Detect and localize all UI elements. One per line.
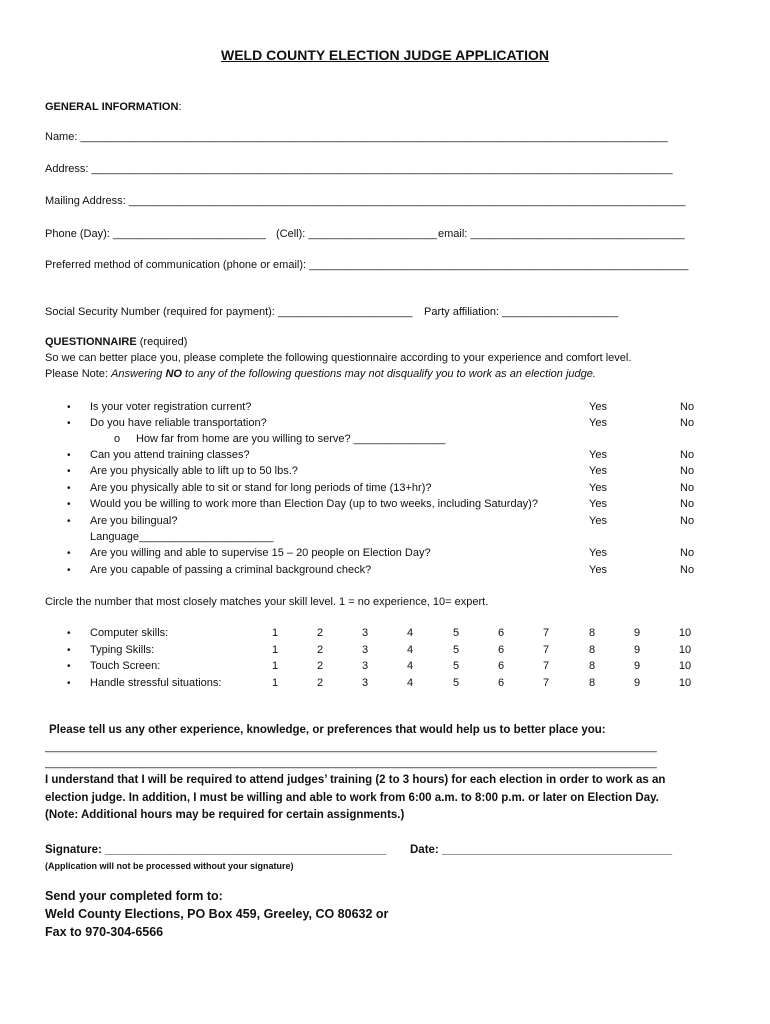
bullet-icon: • (67, 548, 71, 559)
address-field[interactable]: Address: _______________________________________________________________________________________________ (45, 163, 673, 175)
other-experience-line[interactable]: ____________________________________________________________________________________________________ (45, 757, 657, 769)
answer-no[interactable]: No (680, 564, 695, 576)
questionnaire-intro: So we can better place you, please complete the following questionnaire according to your experience and comfort level. (45, 352, 632, 364)
rating-3[interactable]: 3 (361, 660, 369, 672)
page-title: WELD COUNTY ELECTION JUDGE APPLICATION (221, 47, 549, 63)
send-heading: Send your completed form to: (45, 889, 223, 903)
name-field[interactable]: Name: ________________________________________________________________________________________________ (45, 131, 668, 143)
question-training: Can you attend training classes? (90, 449, 250, 461)
ssn-field[interactable]: Social Security Number (required for payment): ______________________ (45, 306, 413, 318)
rating-3[interactable]: 3 (361, 627, 369, 639)
general-info-heading-colon: : (178, 101, 182, 113)
question-distance[interactable]: How far from home are you willing to serve? _______________ (136, 433, 446, 445)
rating-3[interactable]: 3 (361, 644, 369, 656)
rating-2[interactable]: 2 (316, 644, 324, 656)
general-info-heading (45, 101, 182, 113)
rating-8[interactable]: 8 (588, 660, 596, 672)
rating-5[interactable]: 5 (452, 677, 460, 689)
question-voter-registration: Is your voter registration current? (90, 401, 252, 413)
rating-1[interactable]: 1 (271, 660, 279, 672)
answer-no[interactable]: No (680, 417, 695, 429)
bullet-icon: • (67, 628, 71, 639)
general-info-heading-text: GENERAL INFORMATION (45, 101, 179, 113)
answer-no[interactable]: No (680, 547, 695, 559)
skill-touch-screen: Touch Screen: (90, 660, 161, 672)
phone-cell-field[interactable]: (Cell): _____________________ (276, 228, 437, 240)
rating-9[interactable]: 9 (633, 627, 641, 639)
send-fax: Fax to 970-304-6566 (45, 925, 164, 939)
rating-5[interactable]: 5 (452, 627, 460, 639)
bullet-icon: • (67, 450, 71, 461)
signature-note: (Application will not be processed without your signature) (45, 861, 294, 871)
answer-yes[interactable]: Yes (589, 449, 607, 461)
signature-field[interactable]: Signature: ____________________________________________ (45, 844, 387, 856)
skill-typing: Typing Skills: (90, 644, 155, 656)
rating-10[interactable]: 10 (678, 677, 692, 689)
answer-no[interactable]: No (680, 465, 695, 477)
rating-4[interactable]: 4 (406, 677, 414, 689)
answer-no[interactable]: No (680, 515, 695, 527)
mailing-address-field[interactable]: Mailing Address: ___________________________________________________________________________________________ (45, 195, 686, 207)
note-pre: Answering (111, 368, 163, 380)
other-experience-prompt: Please tell us any other experience, knowledge, or preferences that would help us to better place you: (49, 724, 606, 736)
answer-yes[interactable]: Yes (589, 498, 607, 510)
question-background-check: Are you capable of passing a criminal background check? (90, 564, 372, 576)
note-post: to any of the following questions may not disqualify you to work as an election judge. (185, 368, 596, 380)
bullet-icon: • (67, 645, 71, 656)
phone-day-field[interactable]: Phone (Day): _________________________ (45, 228, 266, 240)
question-transportation: Do you have reliable transportation? (90, 417, 267, 429)
send-address: Weld County Elections, PO Box 459, Greeley, CO 80632 or (45, 907, 389, 921)
answer-yes[interactable]: Yes (589, 401, 607, 413)
understand-line-3: (Note: Additional hours may be required for certain assignments.) (45, 809, 405, 821)
rating-10[interactable]: 10 (678, 627, 692, 639)
answer-no[interactable]: No (680, 449, 695, 461)
rating-4[interactable]: 4 (406, 627, 414, 639)
rating-9[interactable]: 9 (633, 677, 641, 689)
date-field[interactable]: Date: ____________________________________ (410, 844, 673, 856)
questionnaire-heading (45, 336, 187, 348)
rating-1[interactable]: 1 (271, 627, 279, 639)
rating-6[interactable]: 6 (497, 660, 505, 672)
rating-4[interactable]: 4 (406, 660, 414, 672)
understand-line-1: I understand that I will be required to attend judges’ training (2 to 3 hours) for each election in order to work as an (45, 774, 666, 786)
rating-4[interactable]: 4 (406, 644, 414, 656)
rating-10[interactable]: 10 (678, 660, 692, 672)
bullet-icon: • (67, 678, 71, 689)
rating-9[interactable]: 9 (633, 644, 641, 656)
questionnaire-note (45, 368, 596, 380)
bullet-icon: • (67, 483, 71, 494)
answer-no[interactable]: No (680, 482, 695, 494)
answer-yes[interactable]: Yes (589, 515, 607, 527)
rating-6[interactable]: 6 (497, 677, 505, 689)
note-no: NO (165, 368, 182, 380)
answer-no[interactable]: No (680, 498, 695, 510)
rating-2[interactable]: 2 (316, 627, 324, 639)
rating-5[interactable]: 5 (452, 644, 460, 656)
rating-8[interactable]: 8 (588, 677, 596, 689)
rating-1[interactable]: 1 (271, 677, 279, 689)
answer-yes[interactable]: Yes (589, 547, 607, 559)
preferred-communication-field[interactable]: Preferred method of communication (phone or email): ______________________________________________________________ (45, 259, 689, 271)
rating-6[interactable]: 6 (497, 627, 505, 639)
rating-1[interactable]: 1 (271, 644, 279, 656)
skills-intro: Circle the number that most closely matches your skill level. 1 = no experience, 10= expert. (45, 596, 489, 608)
rating-10[interactable]: 10 (678, 644, 692, 656)
questionnaire-required: (required) (139, 336, 188, 348)
bullet-icon: • (67, 402, 71, 413)
bullet-icon: • (67, 499, 71, 510)
rating-7[interactable]: 7 (542, 644, 550, 656)
rating-9[interactable]: 9 (633, 660, 641, 672)
rating-2[interactable]: 2 (316, 677, 324, 689)
bullet-icon: • (67, 516, 71, 527)
answer-yes[interactable]: Yes (589, 417, 607, 429)
rating-8[interactable]: 8 (588, 627, 596, 639)
question-extra-days: Would you be willing to work more than Election Day (up to two weeks, including Saturday)? (90, 498, 538, 510)
language-field[interactable]: Language______________________ (90, 531, 274, 543)
note-label: Please Note: (45, 368, 108, 380)
skill-computer: Computer skills: (90, 627, 169, 639)
rating-7[interactable]: 7 (542, 627, 550, 639)
other-experience-line[interactable]: ____________________________________________________________________________________________________ (45, 741, 657, 753)
party-affiliation-field[interactable]: Party affiliation: ___________________ (424, 306, 619, 318)
question-bilingual: Are you bilingual? (90, 515, 178, 527)
rating-7[interactable]: 7 (542, 677, 550, 689)
question-sit-stand: Are you physically able to sit or stand for long periods of time (13+hr)? (90, 482, 432, 494)
rating-5[interactable]: 5 (452, 660, 460, 672)
answer-yes[interactable]: Yes (589, 482, 607, 494)
answer-yes[interactable]: Yes (589, 564, 607, 576)
sub-bullet-icon: o (114, 433, 121, 445)
skill-stress: Handle stressful situations: (90, 677, 222, 689)
rating-7[interactable]: 7 (542, 660, 550, 672)
bullet-icon: • (67, 418, 71, 429)
rating-2[interactable]: 2 (316, 660, 324, 672)
bullet-icon: • (67, 661, 71, 672)
question-supervise: Are you willing and able to supervise 15 – 20 people on Election Day? (90, 547, 431, 559)
rating-6[interactable]: 6 (497, 644, 505, 656)
bullet-icon: • (67, 565, 71, 576)
questionnaire-heading-text: QUESTIONNAIRE (45, 336, 137, 348)
question-lift: Are you physically able to lift up to 50 lbs.? (90, 465, 298, 477)
bullet-icon: • (67, 466, 71, 477)
answer-no[interactable]: No (680, 401, 695, 413)
rating-8[interactable]: 8 (588, 644, 596, 656)
email-field[interactable]: email: ___________________________________ (438, 228, 685, 240)
answer-yes[interactable]: Yes (589, 465, 607, 477)
rating-3[interactable]: 3 (361, 677, 369, 689)
understand-line-2: election judge. In addition, I must be willing and able to work from 6:00 a.m. to 8:00 p.m. or later on Election Day. (45, 792, 659, 804)
